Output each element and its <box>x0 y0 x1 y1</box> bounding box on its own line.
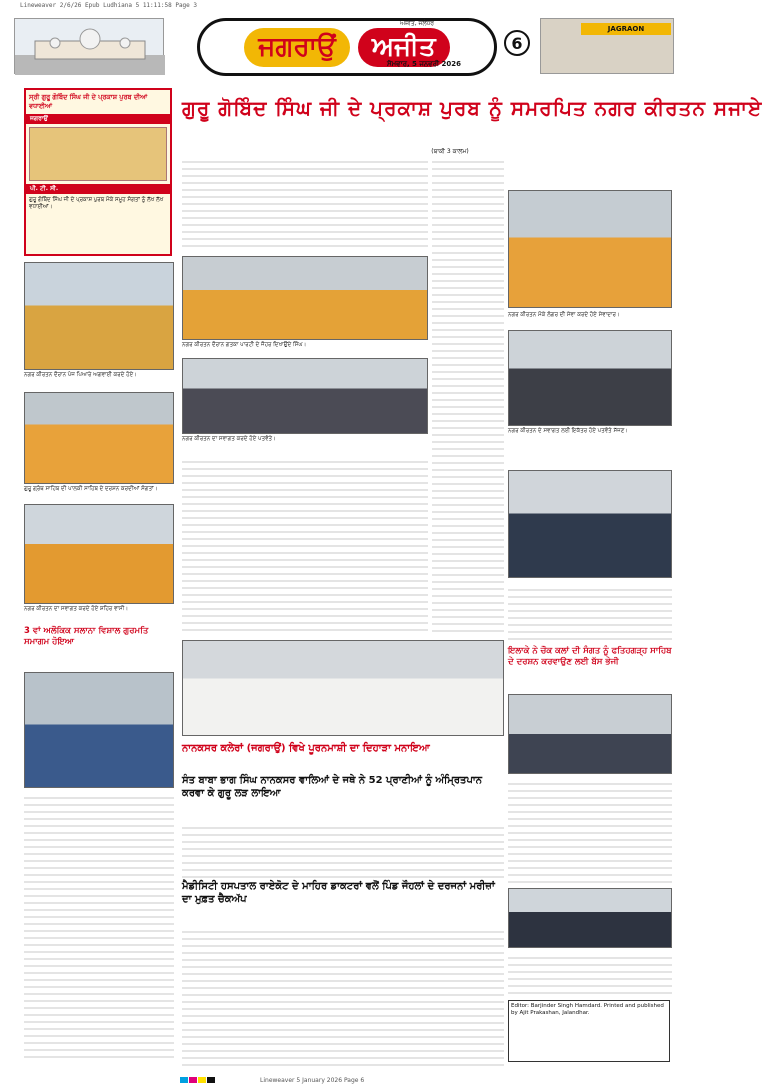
left-photo-3 <box>24 504 174 604</box>
page-number: 6 <box>504 30 530 56</box>
left-photo-2 <box>24 392 174 484</box>
building-photo-icon <box>15 19 165 75</box>
ad-photo <box>29 127 167 181</box>
right-photo-1 <box>508 190 672 308</box>
left-caption-2: ਗੁਰੂ ਗ੍ਰੰਥ ਸਾਹਿਬ ਦੀ ਪਾਲਕੀ ਸਾਹਿਬ ਦੇ ਦਰਸ਼ਨ ਕਰਦੀਆਂ ਸੰਗਤਾਂ। <box>24 486 158 492</box>
right-column-text-1 <box>432 156 504 634</box>
mid-column-text-2 <box>182 456 428 636</box>
right-column-text-4 <box>508 952 672 996</box>
ad-band-ptc: ਪੀ. ਟੀ. ਸੀ. <box>26 184 170 194</box>
bottom-headline-1: ਨਾਨਕਸਰ ਕਲੇਰਾਂ (ਜਗਰਾਉਂ) ਵਿਖੇ ਪੂਰਨਮਾਸ਼ੀ ਦਾ ਦਿਹਾੜਾ ਮਨਾਇਆ <box>182 743 430 754</box>
right-photo-3 <box>508 470 672 578</box>
station-sign: JAGRAON <box>581 23 671 35</box>
right-column-text-2 <box>508 584 672 640</box>
print-strip: Lineweaver 2/6/26 Epub Ludhiana 5 11:11:58 Page 3 <box>20 2 198 9</box>
footer-text: Lineweaver 5 January 2026 Page 6 <box>260 1077 365 1084</box>
right-photo-4 <box>508 694 672 774</box>
mid-photo-2 <box>182 358 428 434</box>
masthead <box>14 16 674 78</box>
left-column-text <box>24 792 174 1058</box>
credit-box: Editor: Barjinder Singh Hamdard. Printed and published by Ajit Prakashan, Jalandhar. <box>508 1000 670 1062</box>
ad-title: ਸ੍ਰੀ ਗੁਰੂ ਗੋਬਿੰਦ ਸਿੰਘ ਜੀ ਦੇ ਪ੍ਰਕਾਸ਼ ਪੁਰਬ ਦੀਆਂ ਵਧਾਈਆਂ <box>29 93 148 110</box>
right-caption-1: ਨਗਰ ਕੀਰਤਨ ਮੌਕੇ ਲੰਗਰ ਦੀ ਸੇਵਾ ਕਰਦੇ ਹੋਏ ਸੇਵਾਦਾਰ। <box>508 312 620 318</box>
mid-photo-3 <box>182 640 504 736</box>
left-caption-1: ਨਗਰ ਕੀਰਤਨ ਦੌਰਾਨ ਪੰਜ ਪਿਆਰੇ ਅਗਵਾਈ ਕਰਦੇ ਹੋਏ। <box>24 372 137 378</box>
mid-column-text-1 <box>182 156 428 252</box>
right-caption-2: ਨਗਰ ਕੀਰਤਨ ਦੇ ਸਵਾਗਤ ਲਈ ਇਕੱਤਰ ਹੋਏ ਪਤਵੰਤੇ ਸੱਜਣ। <box>508 428 628 434</box>
bottom-headline-2: ਸੰਤ ਬਾਬਾ ਭਾਗ ਸਿੰਘ ਨਾਨਕਸਰ ਵਾਲਿਆਂ ਦੇ ਜਥੇ ਨੇ 52 ਪ੍ਰਾਣੀਆਂ ਨੂੰ ਅੰਮ੍ਰਿਤਪਾਨ ਕਰਵਾ ਕੇ ਗੁਰੂ ਲੜ ਲਾਇਆ <box>182 775 483 799</box>
ad-body: ਗੁਰੂ ਗੋਬਿੰਦ ਸਿੰਘ ਜੀ ਦੇ ਪ੍ਰਕਾਸ਼ ਪੁਰਬ ਮੌਕੇ ਸਮੂਹ ਸੰਗਤਾਂ ਨੂੰ ਲੱਖ ਲੱਖ ਵਧਾਈਆਂ। <box>29 197 164 210</box>
masthead-right-photo <box>540 18 674 74</box>
issue-date: ਸੋਮਵਾਰ, 5 ਜਨਵਰੀ 2026 <box>386 60 462 68</box>
left-photo-1 <box>24 262 174 370</box>
main-headline: ਗੁਰੂ ਗੋਬਿੰਦ ਸਿੰਘ ਜੀ ਦੇ ਪ੍ਰਕਾਸ਼ ਪੁਰਬ ਨੂੰ ਸਮਰਪਿਤ ਨਗਰ ਕੀਰਤਨ ਸਜਾਏ <box>182 96 762 120</box>
right-photo-2 <box>508 330 672 426</box>
right-subhead: ਇਲਾਕੇ ਨੇ ਚੌਕ ਕਲਾਂ ਦੀ ਸੰਗਤ ਨੂੰ ਫਤਿਹਗੜ੍ਹ ਸਾਹਿਬ ਦੇ ਦਰਸ਼ਨ ਕਰਵਾਉਣ ਲਈ ਬੱਸ ਭੇਜੀ <box>508 646 672 667</box>
bottom-column-text-1 <box>182 822 504 878</box>
right-column-text-3 <box>508 778 672 884</box>
sidebar-advertisement <box>24 88 172 256</box>
logo-ajit: ਅਜੀਤ <box>358 28 450 67</box>
bottom-headline-3: ਮੈਡੀਸਿਟੀ ਹਸਪਤਾਲ ਰਾਏਕੋਟ ਦੇ ਮਾਹਿਰ ਡਾਕਟਰਾਂ ਵਲੋਂ ਪਿੰਡ ਜੌਹਲਾਂ ਦੇ ਦਰਜਨਾਂ ਮਰੀਜ਼ਾਂ ਦਾ ਮੁਫ਼ਤ ਚੈਕਅੱਪ <box>182 881 495 905</box>
logo-jagraon: ਜਗਰਾਉਂ <box>244 28 349 67</box>
left-photo-4 <box>24 672 174 788</box>
bottom-column-text-2 <box>182 926 504 1066</box>
left-caption-3: ਨਗਰ ਕੀਰਤਨ ਦਾ ਸਵਾਗਤ ਕਰਦੇ ਹੋਏ ਸ਼ਹਿਰ ਵਾਸੀ। <box>24 606 129 612</box>
continued-label: (ਬਾਕੀ 3 ਕਾਲਮ) <box>431 148 469 155</box>
right-photo-5 <box>508 888 672 948</box>
mid-caption-2: ਨਗਰ ਕੀਰਤਨ ਦਾ ਸਵਾਗਤ ਕਰਦੇ ਹੋਏ ਪਤਵੰਤੇ। <box>182 436 276 442</box>
left-subhead: 3 ਵਾਂ ਅਲੌਕਿਕ ਸਲਾਨਾ ਵਿਸ਼ਾਲ ਗੁਰਮਤਿ ਸਮਾਗਮ ਹੋਇਆ <box>24 626 149 647</box>
edition-tag: ਅਜੀਤ, ਜਲੰਧਰ <box>399 20 434 27</box>
footer-strip <box>0 1074 687 1089</box>
ad-band-jagraon: ਜਗਰਾਉਂ <box>26 114 170 124</box>
color-registration-bars <box>180 1077 216 1085</box>
mid-photo-1 <box>182 256 428 340</box>
mid-caption-1: ਨਗਰ ਕੀਰਤਨ ਦੌਰਾਨ ਗਤਕਾ ਪਾਰਟੀ ਦੇ ਜੌਹਰ ਦਿਖਾਉਂਦੇ ਸਿੰਘ। <box>182 342 307 348</box>
masthead-left-photo <box>14 18 164 74</box>
